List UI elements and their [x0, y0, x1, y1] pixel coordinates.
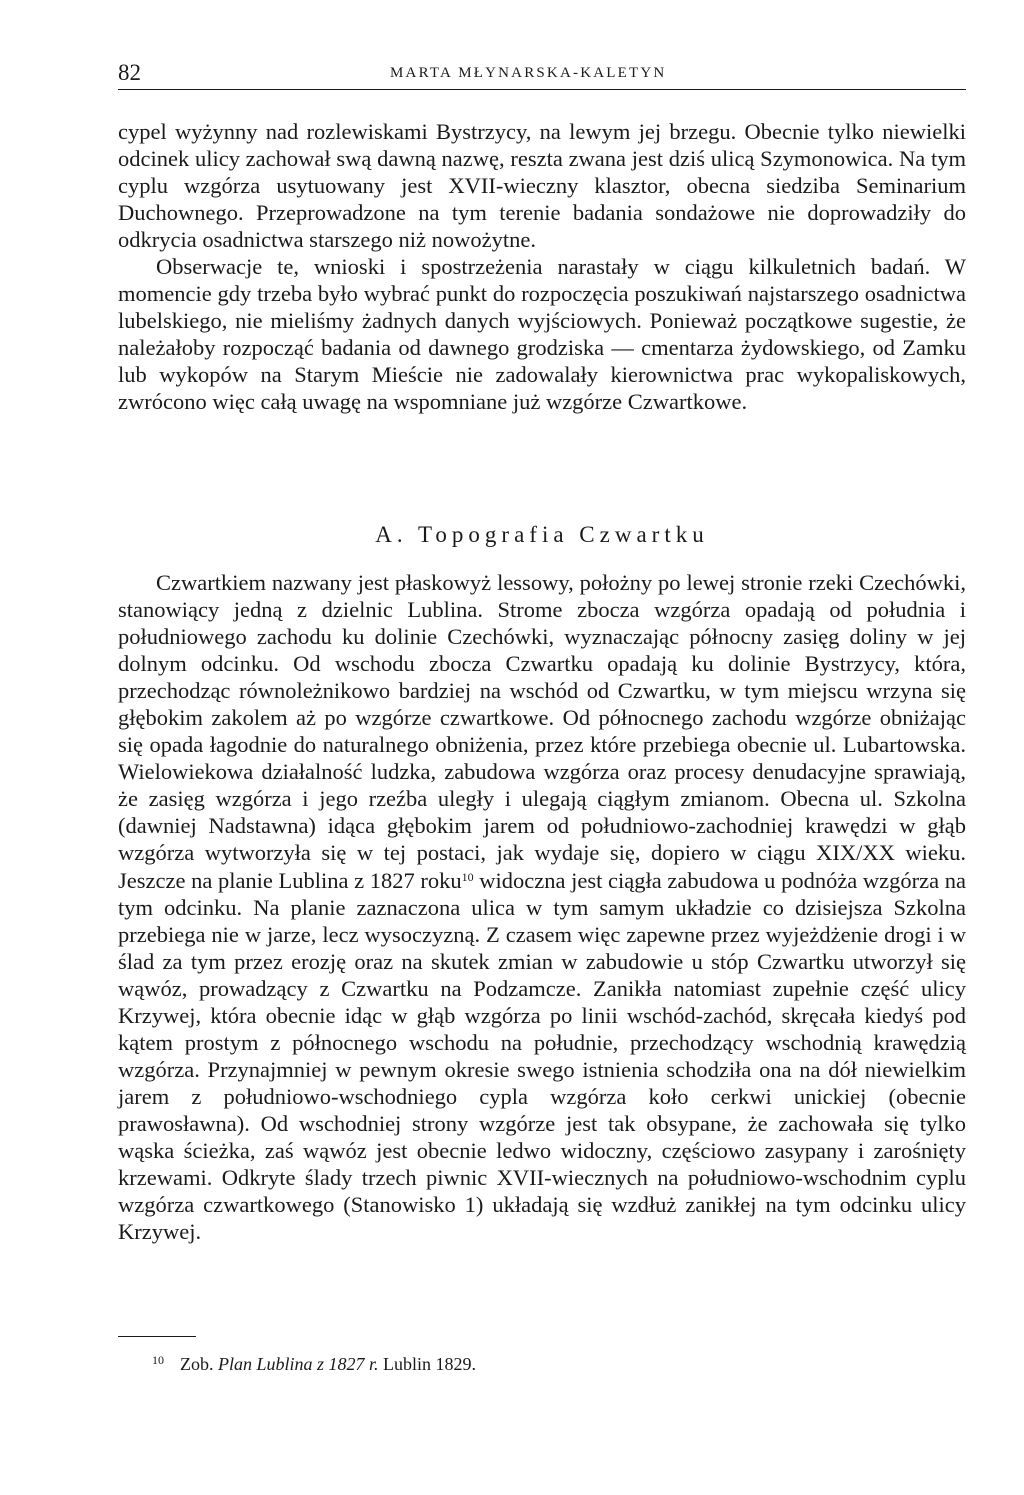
intro-paragraph-2: Obserwacje te, wnioski i spostrzeżenia narastały w ciągu kilkuletnich badań. W momencie gdy trzeba było wybrać punkt do rozpoczęcia poszukiwań najstarszego osadnictwa lubelskiego, nie mieliśmy żadnych danych wyjściowych. Ponieważ początkowe sugestie, że należałoby rozpocząć badania od dawnego grodziska — cmentarza żydowskiego, od Zamku lub wykopów na Starym Mieście nie zadowalały kierownictwa prac wykopaliskowych, zwrócono więc całą uwagę na wspomniane już wzgórze Czwartkowe.: [118, 254, 966, 414]
section-text-part-1: Czwartkiem nazwany jest płaskowyż lessowy, położny po lewej stronie rzeki Czechówki, stanowiący jedną z dzielnic Lublina. Strome zbocza wzgórza opadają od południa i południowego zachodu ku dolinie Czechówki, wyznaczając północny zasięg doliny w jej dolnym odcinku. Od wschodu zbocza Czwartku opadają ku dolinie Bystrzycy, która, przechodząc równoleżnikowo bardziej na wschód od Czwartku, w tym miejscu wrzyna się głębokim zakolem aż po wzgórze czwartkowe. Od północnego zachodu wzgórze obniżając się opada łagodnie do naturalnego obniżenia, przez które przebiega obecnie ul. Lubartowska. Wielowiekowa działalność ludzka, zabudowa wzgórza oraz procesy denudacyjne sprawiają, że zasięg wzgórza i jego rzeźba uległy i ulegają ciągłym zmianom. Obecna ul. Szkolna (dawniej Nadstawna) idąca głębokim jarem od południowo-zachodniej krawędzi w głąb wzgórza wytworzyła się w tej postaci, jak wydaje się, dopiero w ciągu XIX/XX wieku. Jeszcze na planie Lublina z 1827 roku: [118, 570, 966, 893]
section-paragraph: [118, 569, 966, 1245]
footnote-rule: [118, 1336, 196, 1337]
footnote-suffix: Lublin 1829.: [383, 1354, 477, 1374]
footnote-reference[interactable]: 10: [461, 869, 474, 884]
footnote-number: 10: [152, 1353, 164, 1367]
footnote-title: Plan Lublina z 1827 r.: [218, 1354, 379, 1374]
section-text-part-2: widoczna jest ciągła zabudowa u podnóża wzgórza na tym odcinku. Na planie zaznaczona ulica w tym samym układzie co dzisiejsza Szkolna przebiega nie w jarze, lecz wysoczyzną. Z czasem więc zapewne przez wyjeżdżenie drogi i w ślad za tym przez erozję oraz na skutek zmian w zabudowie u stóp Czwartku utworzył się wąwóz, prowadzący z Czwartku na Podzamcze. Zanikła natomiast zupełnie część ulicy Krzywej, która obecnie idąc w głąb wzgórza po linii wschód-zachód, skręcała kiedyś pod kątem prostym z północnego wschodu na południe, przechodzący wschodnią krawędzią wzgórza. Przynajmniej w pewnym okresie swego istnienia schodziła ona na dół niewielkim jarem z południowo-wschodniego cypla wzgórza koło cerkwi unickiej (obecnie prawosławna). Od wschodniej strony wzgórze jest tak obsypane, że zachowała się tylko wąska ścieżka, zaś wąwóz jest obecnie ledwo widoczny, częściowo zasypany i zarośnięty krzewami. Odkryte ślady trzech piwnic XVII-wiecznych na południowo-wschodnim cyplu wzgórza czwartkowego (Stanowisko 1) układają się wzdłuż zanikłej na tym odcinku ulicy Krzywej.: [118, 867, 966, 1245]
intro-text: [118, 118, 966, 415]
running-title: MARTA MŁYNARSKA-KALETYN: [390, 65, 667, 81]
section-heading: A. Topografia Czwartku: [375, 522, 709, 547]
header-rule: [118, 89, 966, 90]
page-number: 82: [118, 60, 141, 85]
running-head: [118, 58, 966, 88]
intro-paragraph-1: cypel wyżynny nad rozlewiskami Bystrzycy, na lewym jej brzegu. Obecnie tylko niewielki odcinek ulicy zachował swą dawną nazwę, reszta zwana jest dziś ulicą Szymonowica. Na tym cyplu wzgórza usytuowany jest XVII-wieczny klasztor, obecna siedziba Seminarium Duchownego. Przeprowadzone na tym terenie badania sondażowe nie doprowadziły do odkrycia osadnictwa starszego niż nowożytne.: [118, 119, 966, 252]
section-text: [118, 569, 966, 1245]
footnote: [152, 1352, 476, 1378]
footnote-prefix: Zob.: [180, 1354, 214, 1374]
